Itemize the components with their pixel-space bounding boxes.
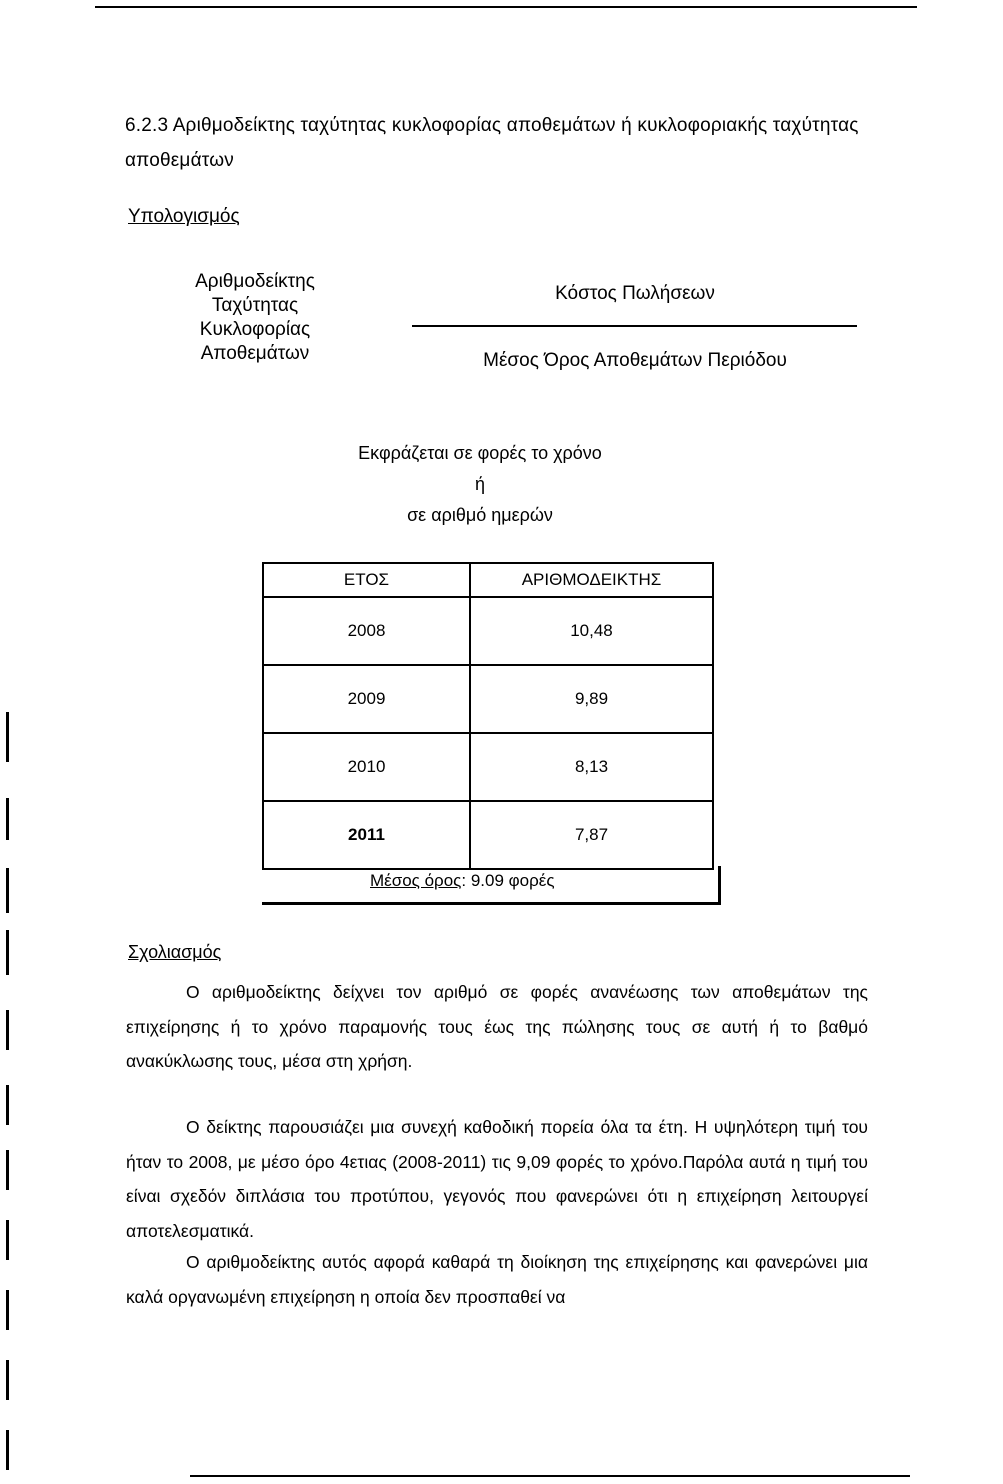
ratio-name-line: Ταχύτητας [211,295,299,316]
expression-line: σε αριθμό ημερών [407,505,553,525]
top-rule [95,6,917,8]
table-header-row [263,563,713,597]
margin-scan-bar [6,1150,9,1190]
margin-scan-bar [6,930,9,975]
paragraph-text: Ο αριθμοδείκτης αυτός αφορά καθαρά τη διοίκηση της επιχείρησης και φανερώνει μια καλά οργανωμένη επιχείρηση η οποία δεν προσπαθεί να [126,1252,868,1307]
year-cell: 2009 [263,665,470,733]
table-row [263,801,713,869]
margin-scan-bar [6,712,9,762]
formula-denominator: Μέσος Όρος Αποθεμάτων Περιόδου [483,350,787,371]
margin-scan-bar [6,798,9,840]
table-row [263,733,713,801]
value-cell: 10,48 [470,597,713,665]
average-value: : 9.09 φορές [461,871,555,890]
commentary-paragraph [126,1245,868,1314]
margin-scan-bar [6,1360,9,1400]
value-cell: 8,13 [470,733,713,801]
ratio-name-line: Αποθεμάτων [200,343,310,364]
header-year: ΕΤΟΣ [263,563,470,597]
margin-scan-bar [6,1085,9,1125]
commentary-paragraph [126,975,868,1079]
paragraph-text: Ο δείκτης παρουσιάζει μια συνεχή καθοδική πορεία όλα τα έτη. Η υψηλότερη τιμή του ήταν το 2008, με μέσο όρο 4ετιας (2008-2011) τις 9,09 φορές το χρόνο.Παρόλα αυτά η τιμή του είναι σχεδόν διπλάσια του προτύπου, γεγονός που φανερώνει ότι η επιχείρηση λειτουργεί αποτελεσματικά. [126,1117,868,1241]
value-cell: 9,89 [470,665,713,733]
margin-scan-bar [6,1220,9,1260]
average-label: Μέσος όρος [370,871,462,890]
calculation-title: Υπολογισμός [128,206,240,227]
ratio-table [262,562,720,906]
bottom-rule [190,1475,910,1477]
commentary-title: Σχολιασμός [128,942,222,962]
expression-note [330,438,630,531]
margin-scan-bar [6,1430,9,1470]
value-cell: 7,87 [470,801,713,869]
margin-scan-bar [6,868,9,913]
fraction-bar [412,325,857,327]
table-row [263,597,713,665]
ratio-name-line: Κυκλοφορίας [199,319,311,340]
ratio-name-line: Αριθμοδείκτης [195,271,315,292]
ratio-name [170,270,340,366]
table-row [263,665,713,733]
average-row [370,871,555,891]
header-ratio: ΑΡΙΘΜΟΔΕΙΚΤΗΣ [470,563,713,597]
expression-line: Εκφράζεται σε φορές το χρόνο [358,443,602,463]
year-cell: 2010 [263,733,470,801]
margin-scan-bar [6,1290,9,1330]
year-cell: 2008 [263,597,470,665]
commentary-paragraph [126,1110,868,1248]
margin-scan-bar [6,1010,9,1050]
expression-line: ή [474,474,485,494]
formula-numerator: Κόστος Πωλήσεων [555,283,715,304]
year-cell: 2011 [263,801,470,869]
section-heading: 6.2.3 Αριθμοδείκτης ταχύτητας κυκλοφορίας αποθεμάτων ή κυκλοφοριακής ταχύτητας αποθεμάτων [125,115,859,171]
paragraph-text: Ο αριθμοδείκτης δείχνει τον αριθμό σε φορές ανανέωσης των αποθεμάτων της επιχείρησης ή το χρόνο παραμονής τους έως της πώλησης τους σε αυτή ή το βαθμό ανακύκλωσης τους, μέσα στη χρήση. [126,982,868,1071]
